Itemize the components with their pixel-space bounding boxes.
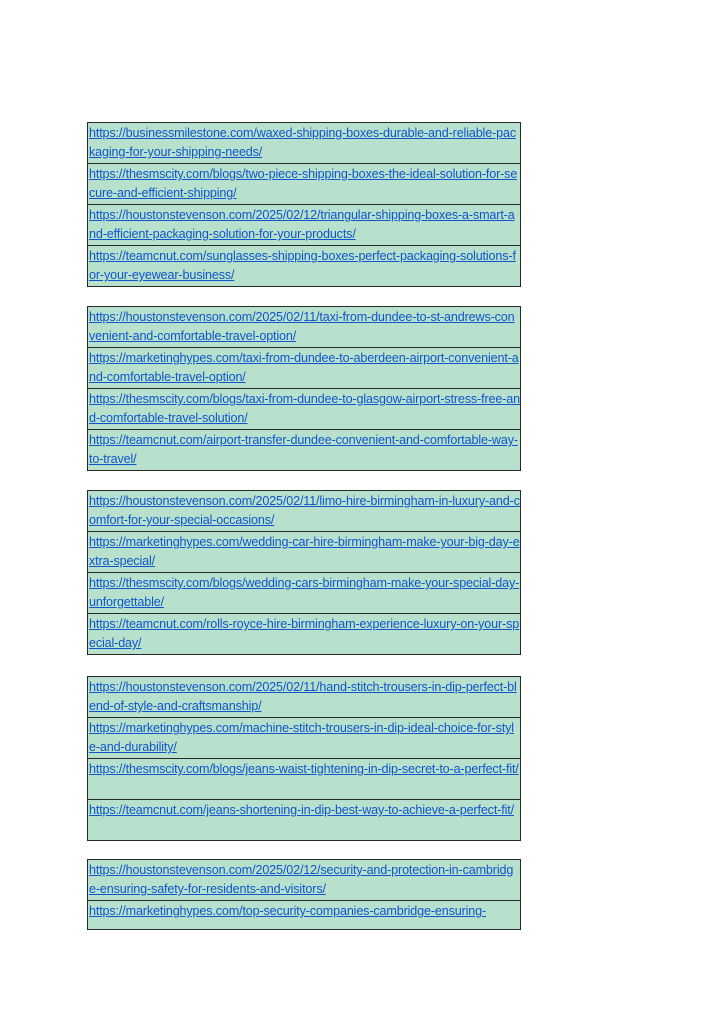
link-cell[interactable]: https://thesmscity.com/blogs/wedding-cars-birmingham-make-your-special-day-unforgettable/ [89, 576, 520, 609]
table-row [88, 901, 520, 930]
table-row [88, 759, 520, 800]
link-cell[interactable]: https://businessmilestone.com/waxed-shipping-boxes-durable-and-reliable-packaging-for-your-shipping-needs/ [89, 126, 516, 159]
table-row [88, 389, 520, 430]
table-row [88, 205, 520, 246]
link-cell[interactable]: https://teamcnut.com/airport-transfer-dundee-convenient-and-comfortable-way-to-travel/ [89, 433, 518, 466]
table-row [88, 164, 520, 205]
link-cell[interactable]: https://marketinghypes.com/taxi-from-dundee-to-aberdeen-airport-convenient-and-comfortable-travel-option/ [89, 351, 519, 384]
table-row [88, 718, 520, 759]
table-row [88, 800, 520, 841]
table-row [88, 532, 520, 573]
table-row [88, 348, 520, 389]
link-cell[interactable]: https://thesmscity.com/blogs/jeans-waist-tightening-in-dip-secret-to-a-perfect-fit/ [89, 762, 519, 776]
table-row [88, 491, 520, 532]
link-table-trousers-dip [87, 676, 521, 841]
link-cell[interactable]: https://houstonstevenson.com/2025/02/11/taxi-from-dundee-to-st-andrews-convenient-and-comfortable-travel-option/ [89, 310, 515, 343]
link-cell[interactable]: https://teamcnut.com/rolls-royce-hire-birmingham-experience-luxury-on-your-special-day/ [89, 617, 520, 650]
link-cell[interactable]: https://houstonstevenson.com/2025/02/12/security-and-protection-in-cambridge-ensuring-safety-for-residents-and-visitors/ [89, 863, 514, 896]
link-cell[interactable]: https://marketinghypes.com/wedding-car-hire-birmingham-make-your-big-day-extra-special/ [89, 535, 520, 568]
table-row [88, 677, 520, 718]
table-row [88, 430, 520, 471]
link-cell[interactable]: https://houstonstevenson.com/2025/02/11/limo-hire-birmingham-in-luxury-and-comfort-for-your-special-occasions/ [89, 494, 520, 527]
link-cell[interactable]: https://houstonstevenson.com/2025/02/12/triangular-shipping-boxes-a-smart-and-efficient-packaging-solution-for-your-products/ [89, 208, 515, 241]
link-cell[interactable]: https://thesmscity.com/blogs/taxi-from-dundee-to-glasgow-airport-stress-free-and-comfortable-travel-solution/ [89, 392, 520, 425]
link-table-birmingham-hire [87, 490, 521, 655]
table-row [88, 123, 520, 164]
table-row [88, 860, 520, 901]
link-table-taxi-dundee [87, 306, 521, 471]
table-row [88, 614, 520, 655]
link-cell[interactable]: https://teamcnut.com/jeans-shortening-in-dip-best-way-to-achieve-a-perfect-fit/ [89, 803, 514, 817]
table-row [88, 307, 520, 348]
link-table-shipping-boxes [87, 122, 521, 287]
link-cell[interactable]: https://teamcnut.com/sunglasses-shipping-boxes-perfect-packaging-solutions-for-your-eyewear-business/ [89, 249, 516, 282]
table-row [88, 573, 520, 614]
link-cell[interactable]: https://houstonstevenson.com/2025/02/11/hand-stitch-trousers-in-dip-perfect-blend-of-style-and-craftsmanship/ [89, 680, 517, 713]
link-table-security-cambridge [87, 859, 521, 930]
table-row [88, 246, 520, 287]
link-cell[interactable]: https://marketinghypes.com/top-security-companies-cambridge-ensuring- [89, 904, 487, 918]
link-cell[interactable]: https://thesmscity.com/blogs/two-piece-shipping-boxes-the-ideal-solution-for-secure-and-efficient-shipping/ [89, 167, 518, 200]
link-cell[interactable]: https://marketinghypes.com/machine-stitch-trousers-in-dip-ideal-choice-for-style-and-durability/ [89, 721, 514, 754]
